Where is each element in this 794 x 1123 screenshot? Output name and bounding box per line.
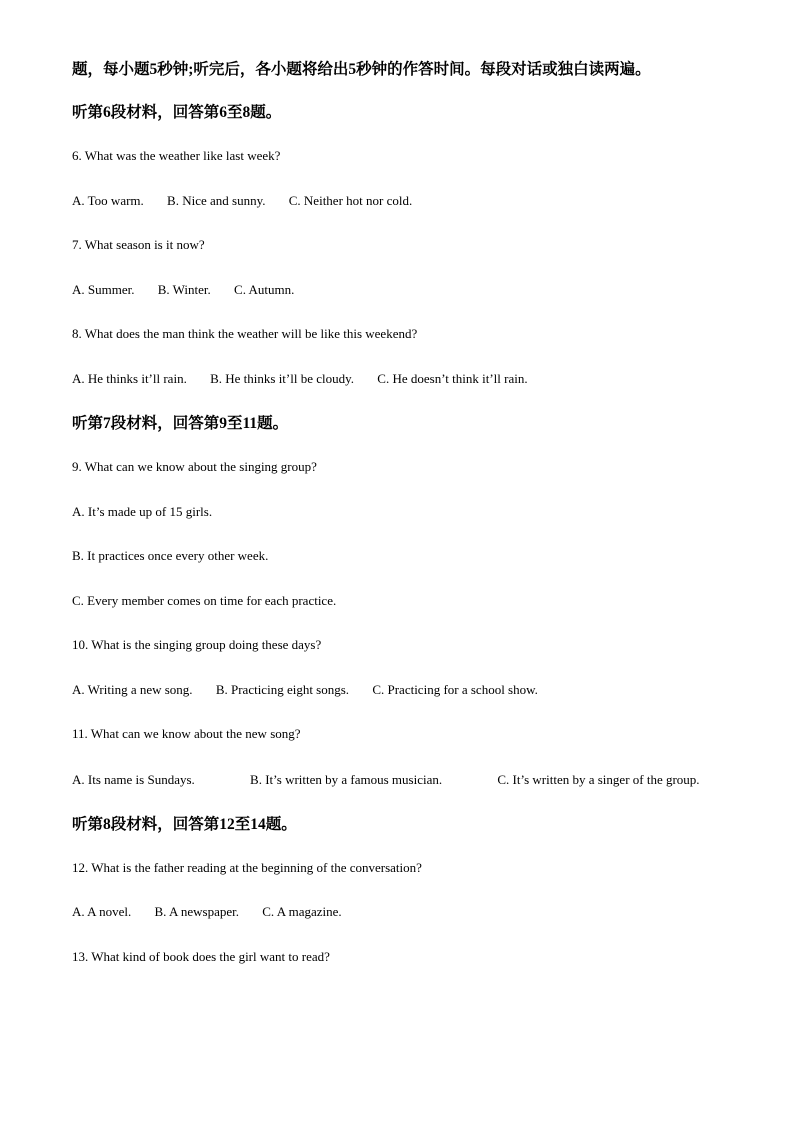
question-10-stem: 10. What is the singing group doing these days? [72, 637, 322, 652]
question-8-option-c: C. He doesn’t think it’ll rain. [377, 370, 528, 386]
question-6-option-c: C. Neither hot nor cold. [288, 192, 413, 208]
question-12-options [72, 903, 722, 921]
document-page [72, 60, 722, 992]
section-heading-8: 听第8段材料，回答第12至14题。 [72, 815, 297, 833]
question-6-option-a: A. Too warm. [72, 192, 144, 208]
intro-line: 题，每小题5秒钟;听完后，各小题将给出5秒钟的作答时间。每段对话或独白读两遍。 [72, 61, 651, 78]
section-heading-6: 听第6段材料，回答第6至8题。 [72, 104, 282, 121]
question-7-stem: 7. What season is it now? [72, 237, 205, 252]
question-7-options [72, 281, 722, 299]
question-12-option-a: A. A novel. [72, 904, 132, 919]
question-12-stem: 12. What is the father reading at the beginning of the conversation? [72, 859, 422, 875]
question-6-option-b: B. Nice and sunny. [167, 192, 266, 208]
question-9-stem: 9. What can we know about the singing group? [72, 459, 317, 474]
question-8-option-b: B. He thinks it’ll be cloudy. [210, 370, 355, 386]
question-10-options [72, 681, 722, 699]
question-6-options [72, 192, 722, 210]
question-7-option-a: A. Summer. [72, 281, 135, 297]
question-9-option-c: C. Every member comes on time for each practice. [72, 592, 337, 608]
question-8-stem: 8. What does the man think the weather will be like this weekend? [72, 326, 418, 341]
question-8-option-a: A. He thinks it’ll rain. [72, 370, 187, 386]
question-10-option-c: C. Practicing for a school show. [372, 681, 538, 697]
question-9-option-a: A. It’s made up of 15 girls. [72, 503, 213, 519]
question-6-stem: 6. What was the weather like last week? [72, 148, 281, 163]
question-10-option-b: B. Practicing eight songs. [215, 681, 350, 697]
question-11-option-b: B. It’s written by a famous musician. [250, 771, 443, 787]
question-7-option-c: C. Autumn. [234, 281, 295, 297]
question-8-options [72, 370, 722, 388]
question-11-option-c: C. It’s written by a singer of the group. [497, 771, 700, 787]
question-9-option-b: B. It practices once every other week. [72, 548, 269, 563]
question-11-stem: 11. What can we know about the new song? [72, 726, 301, 741]
question-11-option-a: A. Its name is Sundays. [72, 771, 195, 787]
question-7-option-b: B. Winter. [157, 281, 211, 297]
section-heading-7: 听第7段材料，回答第9至11题。 [72, 415, 289, 432]
question-12-option-b: B. A newspaper. [154, 904, 239, 919]
question-13-stem: 13. What kind of book does the girl want to read? [72, 948, 330, 964]
question-11-options [72, 764, 712, 795]
question-10-option-a: A. Writing a new song. [72, 681, 193, 697]
question-12-option-c: C. A magazine. [262, 904, 342, 919]
